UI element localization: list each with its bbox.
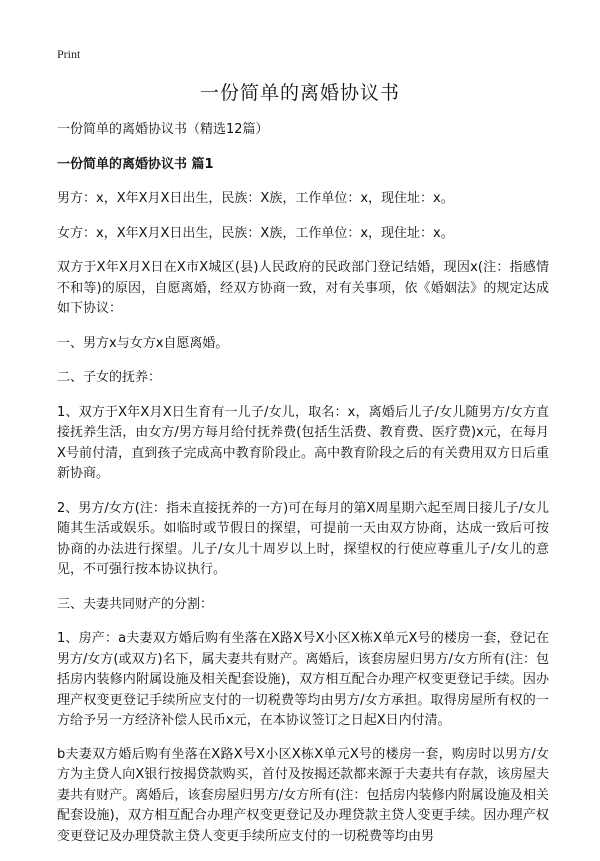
paragraph-male-party: 男方：x，X年X月X日出生，民族：X族，工作单位：x，现住址：x。 [57, 191, 454, 206]
print-link[interactable]: Print [57, 47, 81, 61]
document-body [57, 120, 549, 861]
paragraph-female-party: 女方：x，X年X月X日出生，民族：X族，工作单位：x，现住址：x。 [57, 225, 454, 241]
paragraph-property-a: 1、房产：a夫妻双方婚后购有坐落在X路X号X小区X栋X单元X号的楼房一套，登记在男方/女方(或双方)名下，属夫妻共有财产。离婚后，该套房屋归男方/女方所有(注：包括房内装修内附属设施及相关配套设施)，双方相互配合办理产权变更登记手续。因办理产权变更登记手续所应支付的一切税费等均由男方/女方承担。取得房屋所有权的一方给予另一方经济补偿人民币x元，在本协议签订之日起X日内付清。 [57, 631, 549, 728]
paragraph-clause-2-heading: 二、子女的抚养： [57, 370, 162, 385]
document-title: 一份简单的离婚协议书 [199, 82, 400, 104]
paragraph-preamble: 双方于X年X月X日在X市X城区(县)人民政府的民政部门登记结婚，现因x(注：指感情不和等)的原因，自愿离婚，经双方协商一致，对有关事项，依《婚姻法》的规定达成如下协议： [57, 260, 549, 316]
paragraph-custody-1: 1、双方于X年X月X日生育有一儿子/女儿，取名：x，离婚后儿子/女儿随男方/女方直接抚养生活，由女方/男方每月给付抚养费(包括生活费、教育费、医疗费)x元，在每月X号前付清，直到孩子完成高中教育阶段止。高中教育阶段之后的有关费用双方日后重新协商。 [57, 404, 549, 481]
section-heading: 一份简单的离婚协议书 篇1 [57, 156, 214, 172]
paragraph-clause-3-heading: 三、夫妻共同财产的分割： [57, 596, 214, 612]
paragraph-property-b: b夫妻双方婚后购有坐落在X路X号X小区X栋X单元X号的楼房一套，购房时以男方/女方为主贷人向X银行按揭贷款购买，首付及按揭还款都来源于夫妻共有存款，该房屋夫妻共有财产。离婚后，该套房屋归男方/女方所有(注：包括房内装修内附属设施及相关配套设施)，双方相互配合办理产权变更登记及办理贷款主贷人变更手续。因办理产权变更登记及办理贷款主贷人变更手续所应支付的一切税费等均由男 [57, 746, 549, 844]
paragraph-clause-1: 一、男方x与女方x自愿离婚。 [57, 335, 229, 351]
document-subtitle: 一份简单的离婚协议书（精选12篇） [57, 122, 269, 137]
paragraph-custody-2: 2、男方/女方(注：指未直接抚养的一方)可在每月的第X周星期六起至周日接儿子/女儿随其生活或娱乐。如临时或节假日的探望，可提前一天由双方协商，达成一致后可按协商的办法进行探望。儿子/女儿十周岁以上时，探望权的行使应尊重儿子/女儿的意见，不可强行按本协议执行。 [57, 500, 549, 577]
